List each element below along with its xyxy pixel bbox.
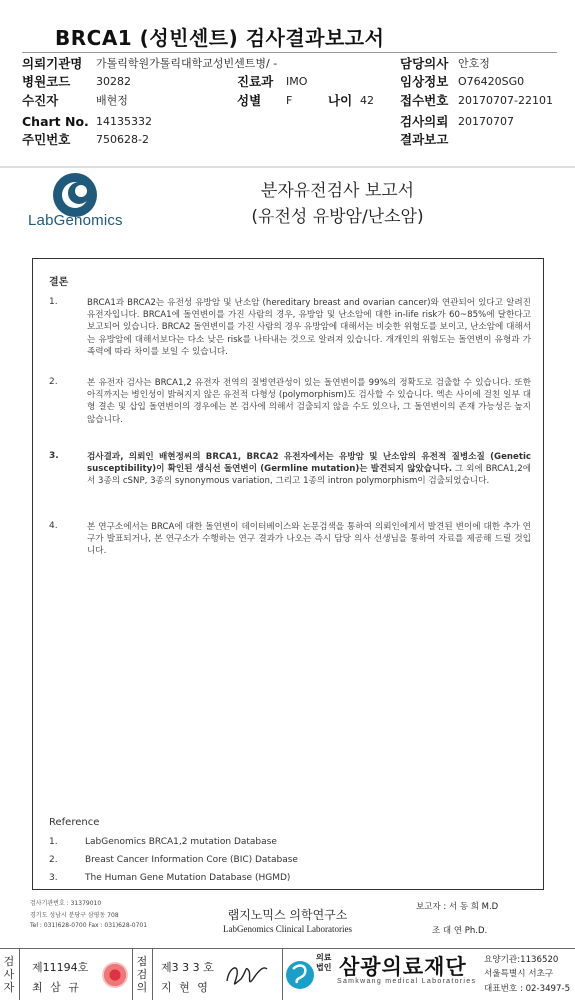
lab-phone: Tel : 031)628-0700 Fax : 031)628-0701	[30, 922, 148, 929]
conclusion-box	[32, 258, 544, 890]
reference-text: Breast Cancer Information Core (BIC) Database	[85, 855, 298, 865]
reference-item	[33, 855, 543, 869]
report-header	[0, 0, 575, 168]
reference-item	[33, 837, 543, 851]
item-text: BRCA1과 BRCA2는 유전성 유방암 및 난소암 (hereditary breast and ovarian cancer)와 연관되어 있다고 알려진 유전자입니다. BRCA1에 돌연변이를 가진 사람의 경우, 유방암 및 난소암에 대한 in-life risk가 60~85%에 달한다고 보고되어 있습니다. BRCA2 돌연변이를 가진 사람의 경우 유방암에 대해서는 비슷한 위험도를 보이고, 난소암에 대해서는 유방암에 대해서보다는 다소 낮은 risk를 나타내는 것으로 알려져 있습니다. 개개인의 위험도는 돌연변이 유형과 가족력에 따라 차이를 보일 수 있습니다.	[87, 298, 531, 357]
item-text: 본 유전자 검사는 BRCA1,2 유전자 전역의 질병연관성이 있는 돌연변이를 99%의 정확도로 검출할 수 있습니다. 또한 아직까지는 병인성이 밝혀지지 않은 유전적 다형성 (polymorphism)도 검사할 수 있습니다. 엑손 사이에 걸친 일부 대형 결손 및 삽입 돌연변이의 경우에는 본 검사에 의해서 검출되지 않을 수도 있으나, 그 돌연변이의 존재 가능성은 높지 않습니다.	[87, 378, 531, 425]
header-row-5	[0, 131, 575, 149]
org-name: 삼광의료재단	[339, 955, 467, 979]
header-row-1	[0, 55, 575, 73]
reference-heading: Reference	[49, 817, 100, 828]
examinee-value: 배현정	[96, 94, 128, 107]
report-title: 분자유전검사 보고서	[260, 181, 415, 201]
reference-number: 1.	[49, 837, 58, 847]
report-page	[0, 170, 575, 1000]
item-text: 본 연구소에서는 BRCA에 대한 돌연변이 데이터베이스와 논문검색을 통하여 의뢰인에게서 발견된 변이에 대한 추가 연구가 발표되거나, 본 연구소가 수행하는 연구 결과가 나오는 즉시 담당 의사 선생님을 통하여 자료를 제공해 드릴 것입니다.	[87, 522, 531, 557]
age-value: 42	[360, 94, 374, 107]
org-type-line2: 법인	[316, 963, 332, 972]
reference-text: LabGenomics BRCA1,2 mutation Database	[85, 837, 277, 847]
report-subtitle: (유전성 유방암/난소암)	[251, 207, 424, 227]
dept-label: 진료과	[237, 74, 274, 89]
request-date-label: 검사의뢰	[400, 114, 449, 129]
institution-label: 의뢰기관명	[22, 56, 83, 71]
doctor-value: 안호정	[458, 57, 490, 70]
lab-name-english: LabGenomics Clinical Laboratories	[223, 924, 352, 934]
item-number: 2.	[49, 377, 58, 387]
hospital-code-label: 병원코드	[22, 74, 71, 89]
item-text-bold: 검사결과, 의뢰인 배현정씨의 BRCA1, BRCA2 유전자에서는 유방암 및 난소암의 유전적 질병소질 (Genetic susceptibility)이 확인된 생식선 돌연변이 (Germline mutation)는 발견되지 않았습니다.	[87, 452, 531, 475]
dept-value: IMO	[286, 75, 308, 88]
certification-bar	[0, 948, 575, 1000]
chart-no-label: Chart No.	[22, 114, 89, 129]
header-row-3	[0, 92, 575, 110]
checker-name: 지 현 영	[161, 981, 210, 994]
request-date-value: 20170707	[458, 115, 514, 128]
age-label: 나이	[328, 93, 353, 108]
checker-license-no: 제3 3 3 호	[161, 961, 214, 974]
tester-label-cell	[0, 949, 20, 1000]
reference-item	[33, 873, 543, 887]
header-bottom-divider	[0, 166, 575, 168]
item-text-normal: 그 외에 BRCA1,2에서 3종의 cSNP, 3종의 synonymous variation, 그리고 1종의 intron polymorphism이 검출되었습니다.	[87, 464, 531, 487]
registration-number: 검사기관번호 : 31379010	[30, 900, 102, 907]
item-text	[87, 451, 531, 488]
reporter-signature: 보고자 : 서 동 희 M.D	[416, 902, 499, 912]
chart-no-value: 14135332	[96, 115, 152, 128]
reference-text: The Human Gene Mutation Database (HGMD)	[85, 873, 291, 883]
receipt-label: 접수번호	[400, 93, 449, 108]
org-institution-code: 요양기관:1136520	[484, 955, 559, 965]
receipt-value: 20170707-22101	[458, 94, 553, 107]
header-row-2	[0, 73, 575, 91]
checker-label-cell	[133, 949, 153, 1000]
reference-number: 3.	[49, 873, 58, 883]
sex-label: 성별	[237, 93, 262, 108]
tester-label: 검사자	[3, 955, 15, 994]
institution-value: 가톨릭학원가톨릭대학교성빈센트병/ -	[96, 57, 278, 70]
conclusion-heading: 결론	[49, 277, 69, 288]
tester-license-no: 제11194호	[32, 961, 89, 974]
tester-cell	[20, 949, 133, 1000]
org-type-tag	[316, 953, 331, 973]
tester-stamp-icon	[102, 962, 128, 988]
result-report-label: 결과보고	[400, 132, 449, 147]
clinical-info-label: 임상정보	[400, 74, 449, 89]
reviewer-signature: 조 대 연 Ph.D.	[432, 926, 488, 936]
org-address: 서울특별시 서초구	[484, 969, 554, 979]
checker-cell	[153, 949, 283, 1000]
doctor-label: 담당의사	[400, 56, 449, 71]
lab-address: 경기도 성남시 분당구 삼평동 708	[30, 912, 119, 919]
item-number: 3.	[49, 451, 59, 461]
item-number: 4.	[49, 521, 58, 531]
page-title: BRCA1 (성빈센트) 검사결과보고서	[55, 26, 385, 50]
examinee-label: 수진자	[22, 93, 59, 108]
lab-name-korean: 랩지노믹스 의학연구소	[227, 908, 348, 922]
item-number: 1.	[49, 297, 58, 307]
signature-icon	[223, 957, 271, 993]
clinical-info-value: O76420SG0	[458, 75, 525, 88]
org-type-line1: 의료	[316, 953, 332, 962]
reference-number: 2.	[49, 855, 58, 865]
org-phone: 대표번호 : 02-3497-5	[484, 984, 571, 994]
logo-text: LabGenomics	[28, 212, 123, 229]
org-name-english: Samkwang medical Laboratories	[337, 978, 477, 985]
sex-value: F	[286, 94, 293, 107]
id-value: 750628-2	[96, 133, 149, 146]
sml-logo-icon	[285, 953, 315, 997]
tester-name: 최 삼 규	[32, 981, 81, 994]
id-label: 주민번호	[22, 132, 71, 147]
hospital-code-value: 30282	[96, 75, 131, 88]
checker-label: 점검의	[136, 955, 148, 994]
header-row-4	[0, 113, 575, 131]
header-divider	[22, 52, 557, 53]
